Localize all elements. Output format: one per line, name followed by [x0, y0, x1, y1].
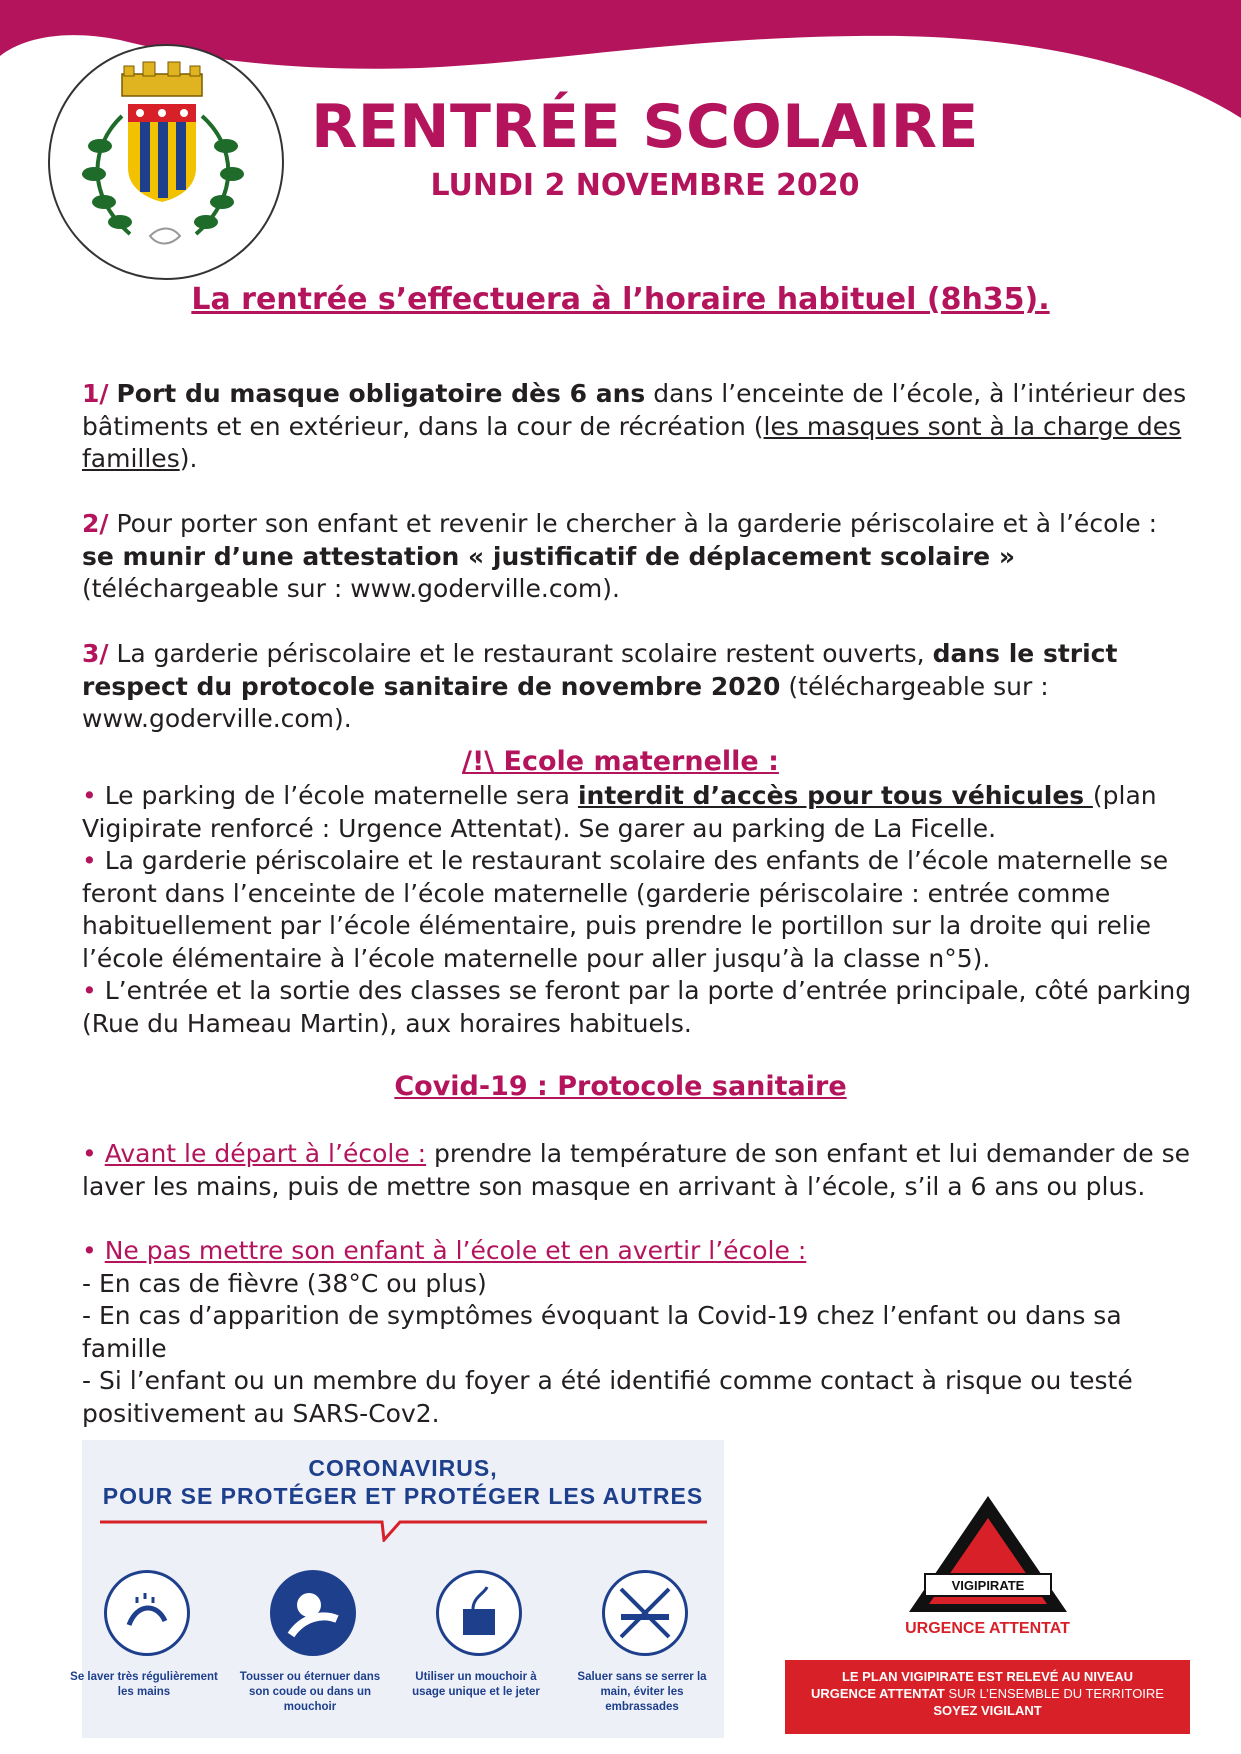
- point-2-text: Pour porter son enfant et revenir le chercher à la garderie périscolaire et à l’école :: [108, 509, 1158, 538]
- covid-title: Covid-19 : Protocole sanitaire: [394, 1071, 847, 1102]
- covid-exclusion: [82, 1235, 1194, 1430]
- maternelle-title: /!\ Ecole maternelle :: [462, 746, 779, 777]
- bullet: •: [82, 846, 97, 875]
- vigipirate-banner: [785, 1660, 1190, 1734]
- maternelle-item-3: L’entrée et la sortie des classes se feront par la porte d’entrée principale, côté parking (Rue du Hameau Martin), aux horaires habituels.: [82, 976, 1192, 1038]
- point-2-bold: se munir d’une attestation « justificatif de déplacement scolaire »: [82, 541, 1015, 571]
- page-title: RENTRÉE SCOLAIRE: [311, 92, 979, 162]
- coronavirus-title-line-1: CORONAVIRUS,: [308, 1455, 498, 1481]
- point-2-number: 2/: [82, 509, 109, 538]
- point-3-bold: dans le strict respect du protocole sanitaire de novembre 2020: [82, 639, 1118, 701]
- point-3-text: La garderie périscolaire et le restaurant scolaire restent ouverts,: [108, 639, 933, 668]
- tissue-icon: [436, 1570, 522, 1656]
- maternelle-item-1a: Le parking de l’école maternelle sera: [96, 781, 578, 810]
- schedule-headline: La rentrée s’effectuera à l’horaire habituel (8h35).: [191, 282, 1050, 317]
- covid-before-departure: [82, 1138, 1194, 1203]
- covid-case-2: - En cas d’apparition de symptômes évoquant la Covid-19 chez l’enfant ou dans sa famille: [82, 1301, 1122, 1363]
- bullet: •: [82, 1236, 97, 1265]
- vigipirate-level: URGENCE ATTENTAT: [905, 1620, 1070, 1637]
- point-1: [82, 378, 1194, 476]
- point-2-end: (téléchargeable sur : www.goderville.com).: [82, 574, 620, 603]
- hand-wash-caption: Se laver très régulièrement les mains: [70, 1671, 218, 1698]
- maternelle-list: [82, 780, 1194, 1040]
- vigipirate-banner-line-1: LE PLAN VIGIPIRATE EST RELEVÉ AU NIVEAU: [841, 1669, 1134, 1684]
- coronavirus-box-title: [82, 1454, 724, 1510]
- list-item: [82, 975, 1194, 1040]
- point-1-number: 1/: [82, 379, 109, 408]
- list-item: [82, 780, 1194, 845]
- coronavirus-title-line-2: POUR SE PROTÉGER ET PROTÉGER LES AUTRES: [102, 1483, 704, 1509]
- bullet: •: [82, 1139, 97, 1168]
- vigipirate-banner-bold: URGENCE ATTENTAT: [811, 1686, 945, 1701]
- hand-wash-icon: [104, 1570, 190, 1656]
- point-3-end: (téléchargeable sur : www.goderville.com).: [82, 671, 1049, 733]
- speech-divider: [82, 1512, 724, 1542]
- no-handshake-icon: [602, 1570, 688, 1656]
- vigipirate-banner-rest: SUR L’ENSEMBLE DU TERRITOIRE: [944, 1686, 1164, 1701]
- page-date: LUNDI 2 NOVEMBRE 2020: [430, 168, 860, 203]
- cough-elbow-caption: Tousser ou éternuer dans son coude ou dans un mouchoir: [239, 1671, 381, 1713]
- covid-before-label: Avant le départ à l’école :: [104, 1139, 427, 1168]
- point-3: [82, 638, 1194, 736]
- covid-case-3: - Si l’enfant ou un membre du foyer a été identifié comme contact à risque ou testé positivement au SARS-Cov2.: [82, 1366, 1133, 1428]
- coronavirus-info-box: [70, 1440, 724, 1738]
- point-1-bold: Port du masque obligatoire dès 6 ans: [116, 379, 646, 408]
- maternelle-item-1c: (plan Vigipirate renforcé : Urgence Attentat). Se garer au parking de La Ficelle.: [82, 781, 1157, 843]
- maternelle-item-1b: interdit d’accès pour tous véhicules: [577, 781, 1093, 810]
- cough-elbow-icon: [270, 1570, 356, 1656]
- bullet: •: [82, 781, 97, 810]
- vigipirate-banner-line-3: SOYEZ VIGILANT: [933, 1703, 1042, 1718]
- vigipirate-banner-line-2: [785, 1685, 1190, 1702]
- point-1-text: dans l’enceinte de l’école, à l’intérieur des bâtiments et en extérieur, dans la cour de récréation (: [82, 379, 1187, 441]
- town-crest-emblem: [48, 44, 284, 280]
- no-handshake-caption: Saluer sans se serrer la main, éviter les embrassades: [577, 1671, 707, 1713]
- covid-before-text: prendre la température de son enfant et lui demander de se laver les mains, puis de mettre son masque en arrivant à l’école, s’il a 6 ans ou plus.: [82, 1139, 1190, 1201]
- point-1-underlined: les masques sont à la charge des familles: [82, 411, 1182, 473]
- point-2: [82, 508, 1194, 606]
- point-1-end: ).: [179, 444, 198, 473]
- tissue-caption: Utiliser un mouchoir à usage unique et le jeter: [412, 1671, 540, 1698]
- list-item: [82, 845, 1194, 975]
- covid-notschool-label: Ne pas mettre son enfant à l’école et en avertir l’école :: [104, 1236, 807, 1265]
- point-3-number: 3/: [82, 639, 109, 668]
- vigipirate-logo-text: VIGIPIRATE: [951, 1578, 1025, 1593]
- vigipirate-triangle-icon: [905, 1492, 1071, 1616]
- covid-case-1: - En cas de fièvre (38°C ou plus): [82, 1268, 487, 1298]
- bullet: •: [82, 976, 97, 1005]
- maternelle-item-2: La garderie périscolaire et le restaurant scolaire des enfants de l’école maternelle se feront dans l’enceinte de l’école maternelle (garderie périscolaire : entrée comme habituellement par l’école élémentaire, puis prendre le portillon sur la droite qui relie l’école élémentaire à l’école maternelle pour aller jusqu’à la classe n°5).: [82, 846, 1169, 973]
- crest-icon: [50, 46, 282, 278]
